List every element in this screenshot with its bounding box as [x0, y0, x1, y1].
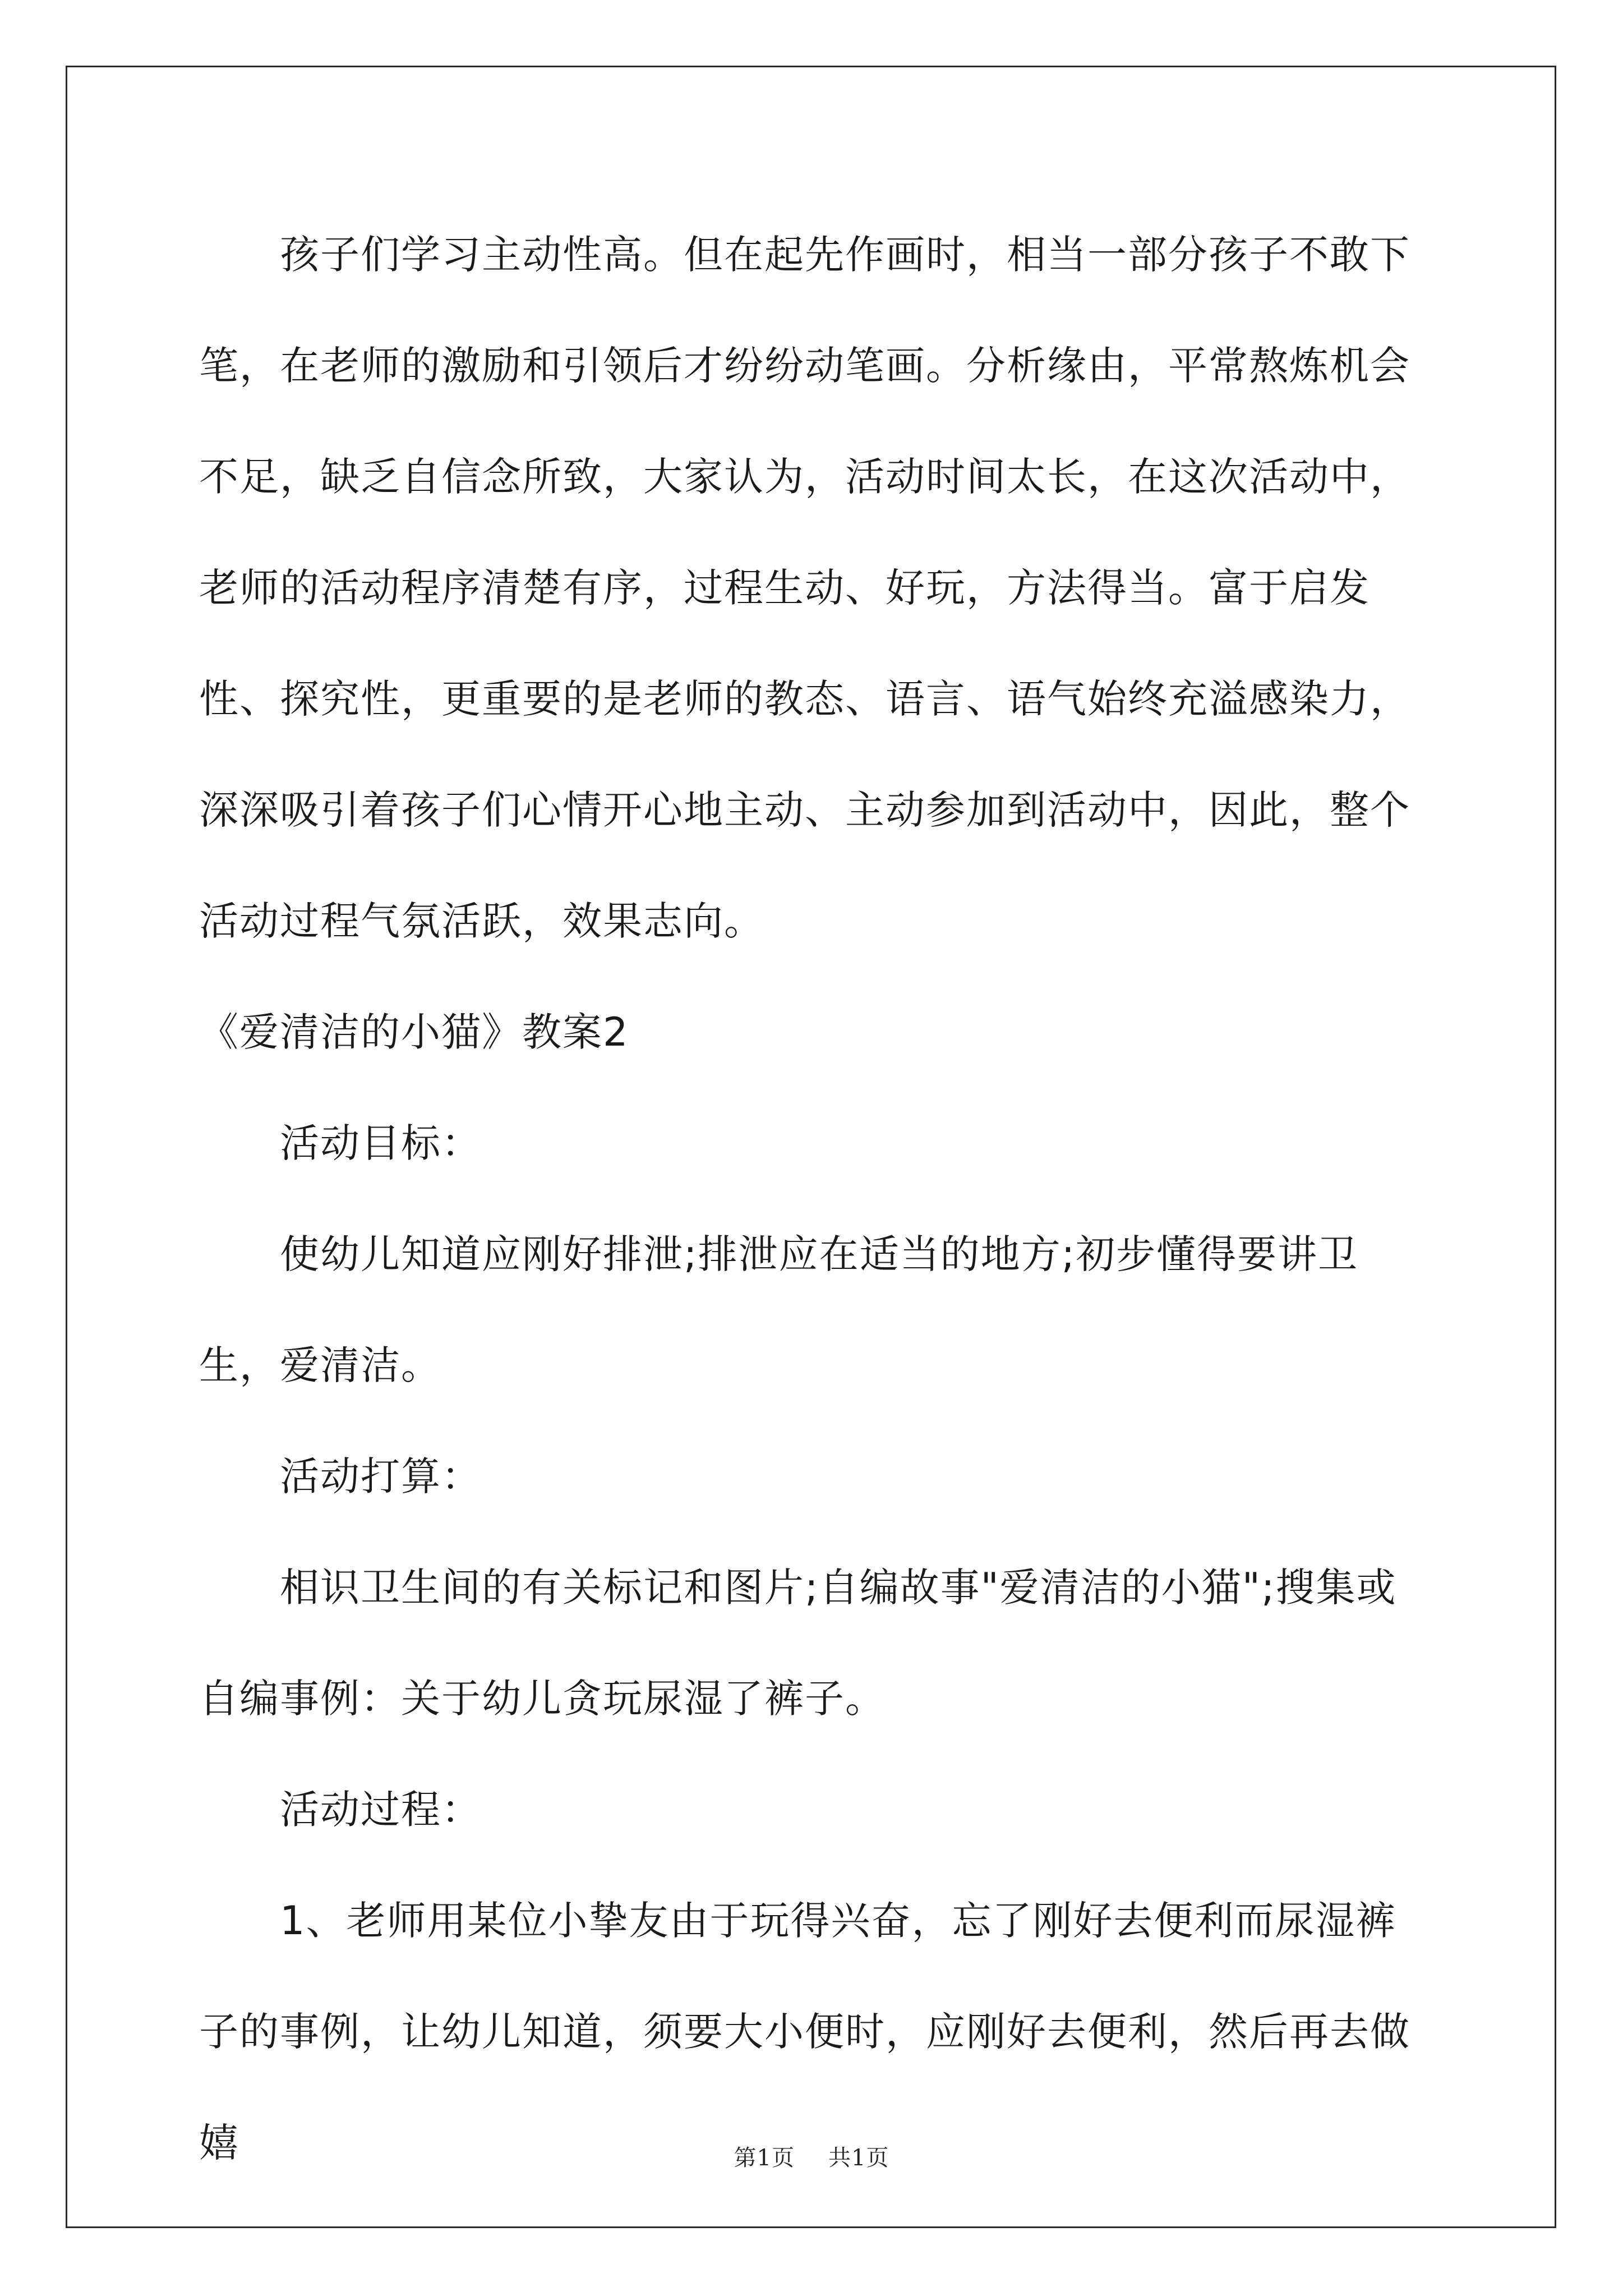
paragraph-goals: 使幼儿知道应刚好排泄;排泄应在适当的地方;初步懂得要讲卫生，爱清洁。 — [199, 1231, 1359, 1388]
paragraph-process-step-1: 1、老师用某位小挚友由于玩得兴奋，忘了刚好去便利而尿湿裤子的事例，让幼儿知道，须要大小便时，应刚好去便利，然后再去做嬉 — [199, 1898, 1410, 2166]
paragraph-evaluation: 老师的活动程序清楚有序，过程生动、好玩，方法得当。富于启发性、探究性，更重要的是老师的教态、语言、语气始终充溢感染力，深深吸引着孩子们心情开心地主动、主动参加到活动中，因此，整个活动过程气氛活跃，效果志向。 — [199, 565, 1410, 944]
paragraph-preparation: 相识卫生间的有关标记和图片;自编故事"爱清洁的小猫";搜集或自编事例：关于幼儿贪玩尿湿了裤子。 — [199, 1565, 1397, 1722]
lesson-plan-title: 《爱清洁的小猫》教案2 — [199, 1009, 629, 1055]
document-body — [199, 199, 1427, 2198]
section-heading-process: 活动过程： — [280, 1787, 482, 1833]
page-footer — [0, 2140, 1623, 2172]
page-total: 共1页 — [828, 2145, 889, 2171]
section-heading-preparation: 活动打算： — [280, 1453, 482, 1499]
paragraph-reflection: 孩子们学习主动性高。但在起先作画时，相当一部分孩子不敢下笔，在老师的激励和引领后才纷纷动笔画。分析缘由，平常熬炼机会不足，缺乏自信念所致，大家认为，活动时间太长，在这次活动中， — [199, 232, 1410, 500]
page-number: 第1页 — [734, 2145, 795, 2171]
section-heading-goals: 活动目标： — [280, 1120, 482, 1166]
